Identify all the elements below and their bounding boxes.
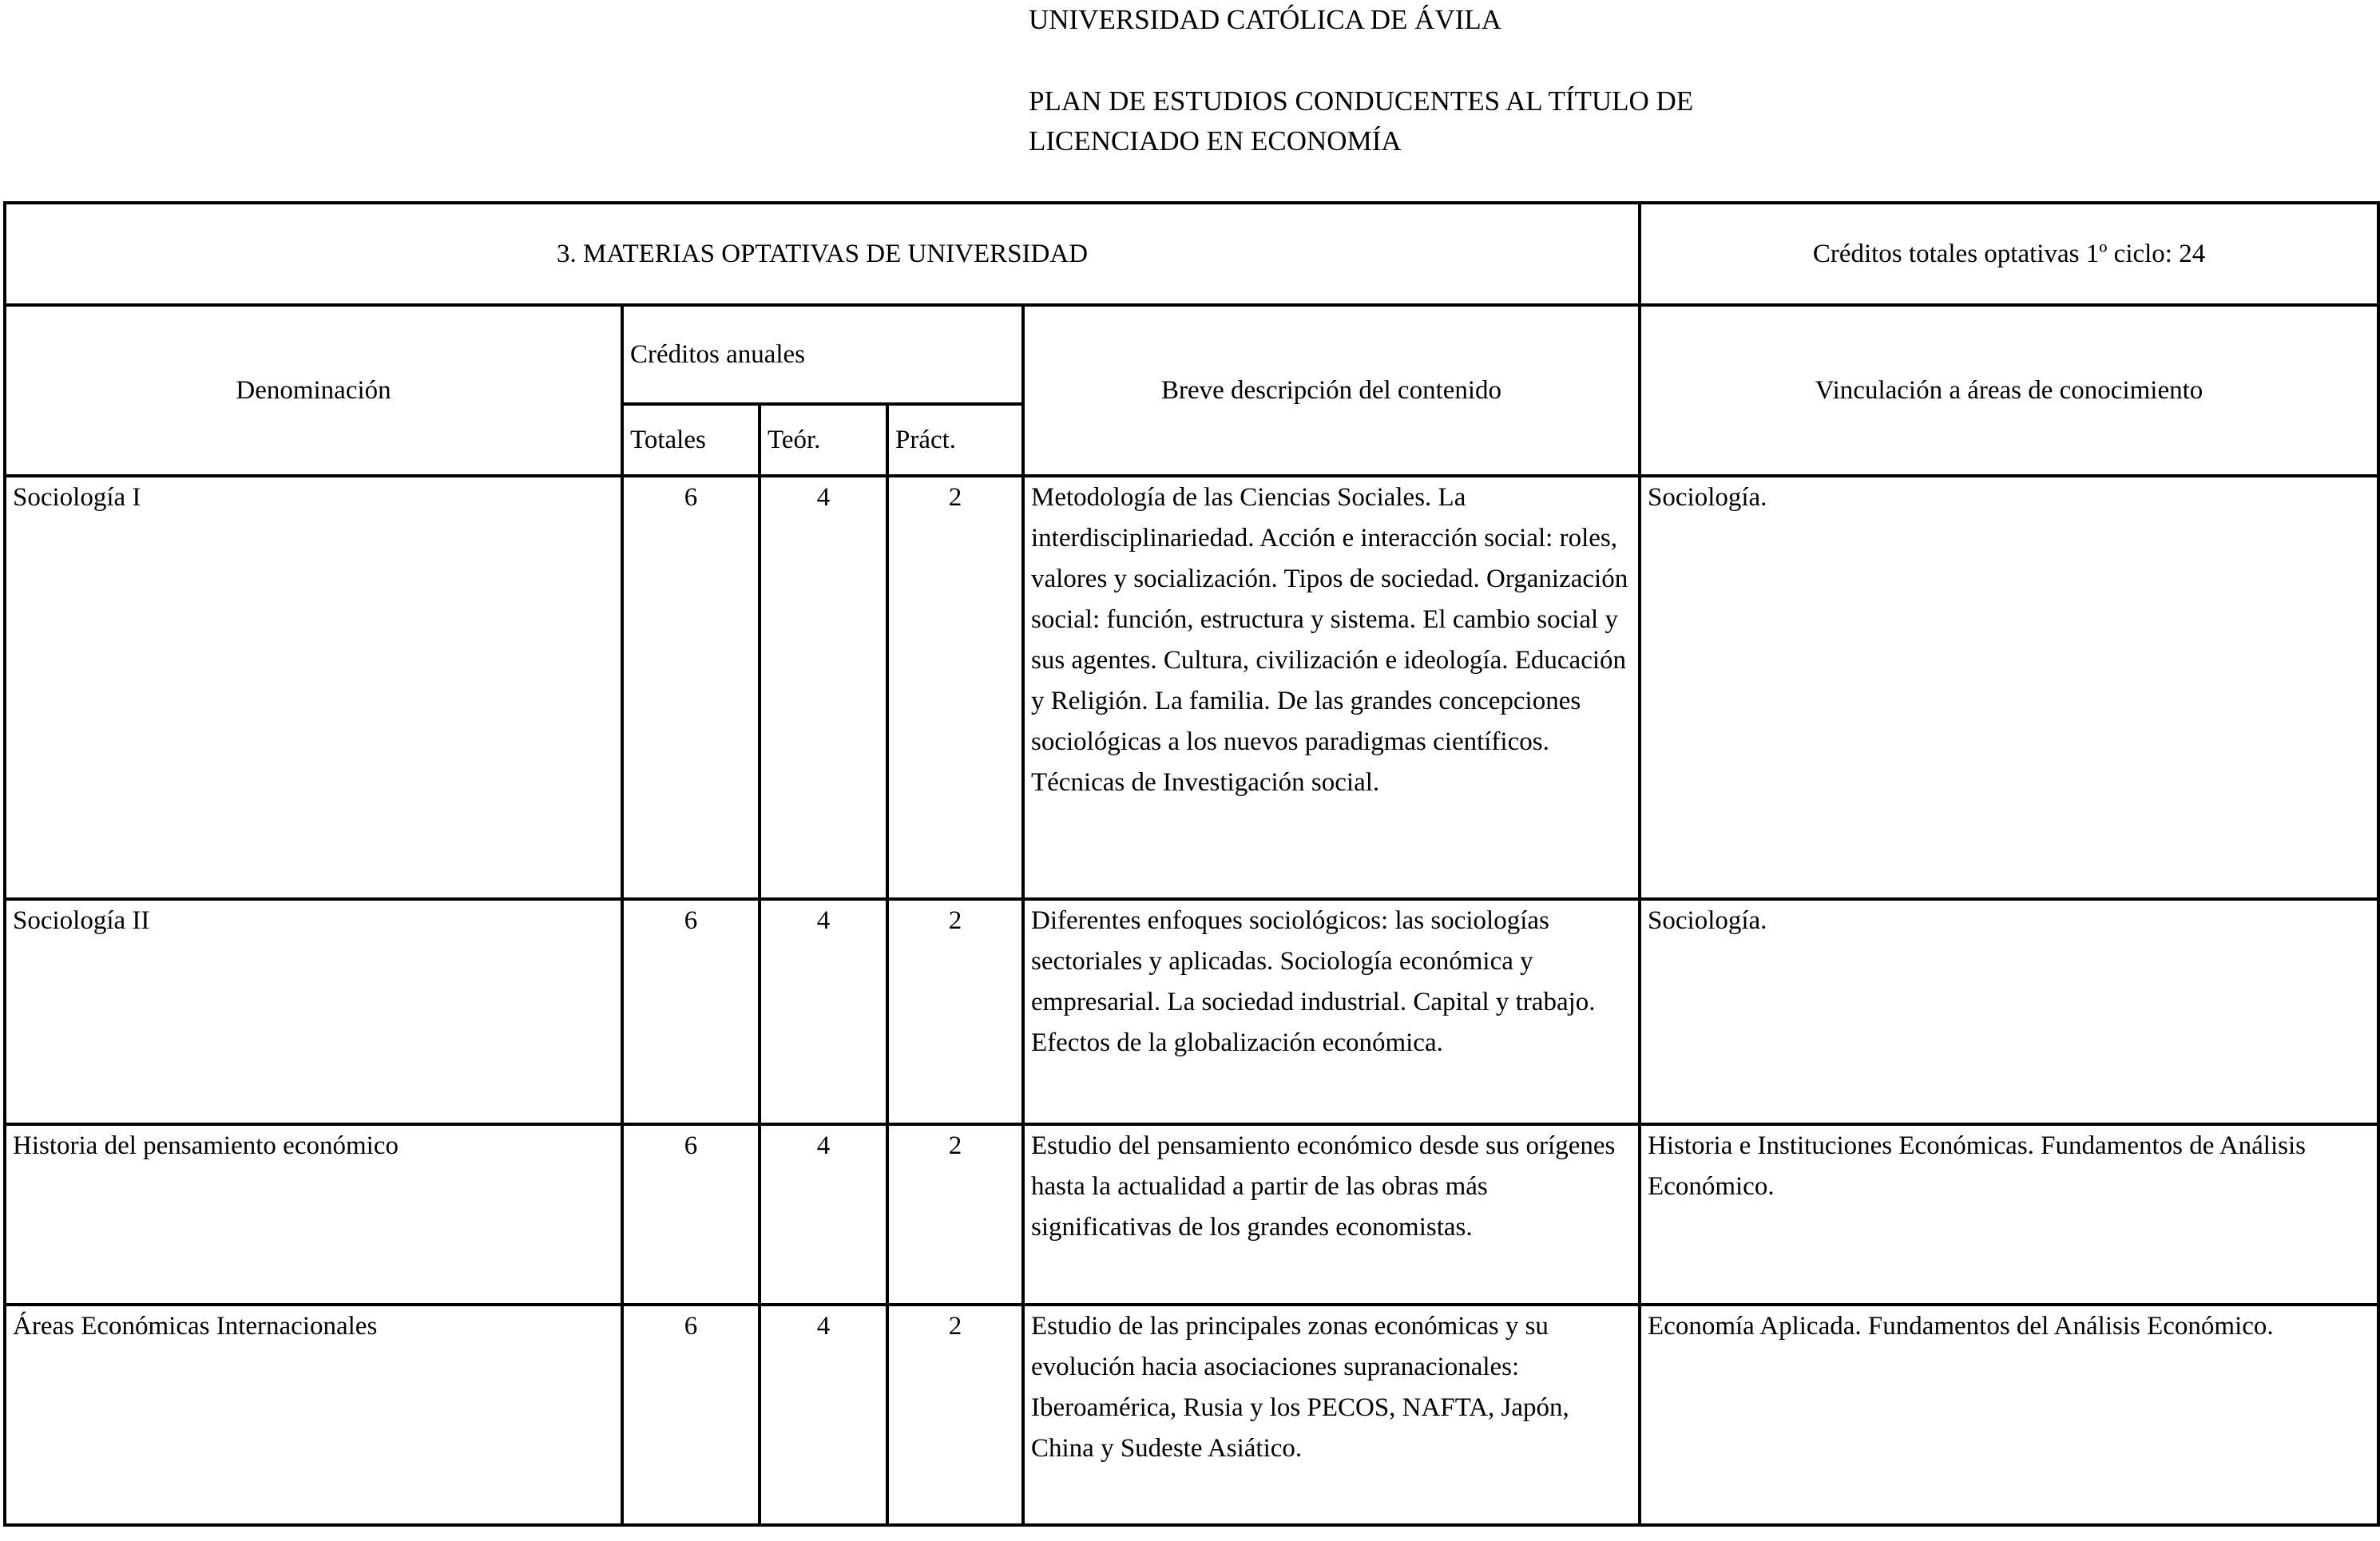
optional-subjects-table xyxy=(3,201,2380,1527)
credits-teor: 4 xyxy=(760,476,887,899)
section-credits-total: Créditos totales optativas 1º ciclo: 24 xyxy=(1640,203,2378,305)
credits-pract: 2 xyxy=(887,476,1023,899)
document-header xyxy=(1029,0,1693,161)
header-vinculacion: Vinculación a áreas de conocimiento xyxy=(1640,305,2378,476)
table-row xyxy=(5,1124,2378,1305)
plan-title-line2: LICENCIADO EN ECONOMÍA xyxy=(1029,125,1402,156)
credits-teor: 4 xyxy=(760,1305,887,1525)
header-creditos-anuales: Créditos anuales xyxy=(622,305,1023,404)
subject-area: Economía Aplicada. Fundamentos del Análisis Económico. xyxy=(1640,1305,2378,1525)
subject-description: Estudio del pensamiento económico desde sus orígenes hasta la actualidad a partir de las obras más significativas de los grandes economistas. xyxy=(1023,1124,1640,1305)
subject-name: Áreas Económicas Internacionales xyxy=(5,1305,622,1525)
subject-name: Historia del pensamiento económico xyxy=(5,1124,622,1305)
credits-pract: 2 xyxy=(887,899,1023,1124)
credits-totales: 6 xyxy=(622,899,760,1124)
plan-title-line1: PLAN DE ESTUDIOS CONDUCENTES AL TÍTULO DE xyxy=(1029,85,1694,117)
header-pract: Práct. xyxy=(887,404,1023,476)
section-title-row xyxy=(5,203,2378,305)
subject-description: Estudio de las principales zonas económicas y su evolución hacia asociaciones supranacionales: Iberoamérica, Rusia y los PECOS, NAFTA, Japón, China y Sudeste Asiático. xyxy=(1023,1305,1640,1525)
section-title: 3. MATERIAS OPTATIVAS DE UNIVERSIDAD xyxy=(5,203,1640,305)
credits-pract: 2 xyxy=(887,1305,1023,1525)
header-denominacion: Denominación xyxy=(5,305,622,476)
university-name: UNIVERSIDAD CATÓLICA DE ÁVILA xyxy=(1029,4,1502,35)
table-row xyxy=(5,476,2378,899)
subject-name: Sociología I xyxy=(5,476,622,899)
header-totales: Totales xyxy=(622,404,760,476)
subject-area: Sociología. xyxy=(1640,899,2378,1124)
header-descripcion: Breve descripción del contenido xyxy=(1023,305,1640,476)
credits-totales: 6 xyxy=(622,1305,760,1525)
subject-area: Historia e Instituciones Económicas. Fundamentos de Análisis Económico. xyxy=(1640,1124,2378,1305)
table-row xyxy=(5,899,2378,1124)
credits-pract: 2 xyxy=(887,1124,1023,1305)
credits-totales: 6 xyxy=(622,1124,760,1305)
header-teor: Teór. xyxy=(760,404,887,476)
credits-totales: 6 xyxy=(622,476,760,899)
subject-name: Sociología II xyxy=(5,899,622,1124)
subject-area: Sociología. xyxy=(1640,476,2378,899)
subject-description: Metodología de las Ciencias Sociales. La interdisciplinariedad. Acción e interacción social: roles, valores y socialización. Tipos de sociedad. Organización social: función, estructura y sistema. El cambio social y sus agentes. Cultura, civilización e ideología. Educación y Religión. La familia. De las grandes concepciones sociológicas a los nuevos paradigmas científicos. Técnicas de Investigación social. xyxy=(1023,476,1640,899)
credits-teor: 4 xyxy=(760,899,887,1124)
table-row xyxy=(5,1305,2378,1525)
column-header-row xyxy=(5,305,2378,404)
subject-description: Diferentes enfoques sociológicos: las sociologías sectoriales y aplicadas. Sociología económica y empresarial. La sociedad industrial. Capital y trabajo. Efectos de la globalización económica. xyxy=(1023,899,1640,1124)
credits-teor: 4 xyxy=(760,1124,887,1305)
